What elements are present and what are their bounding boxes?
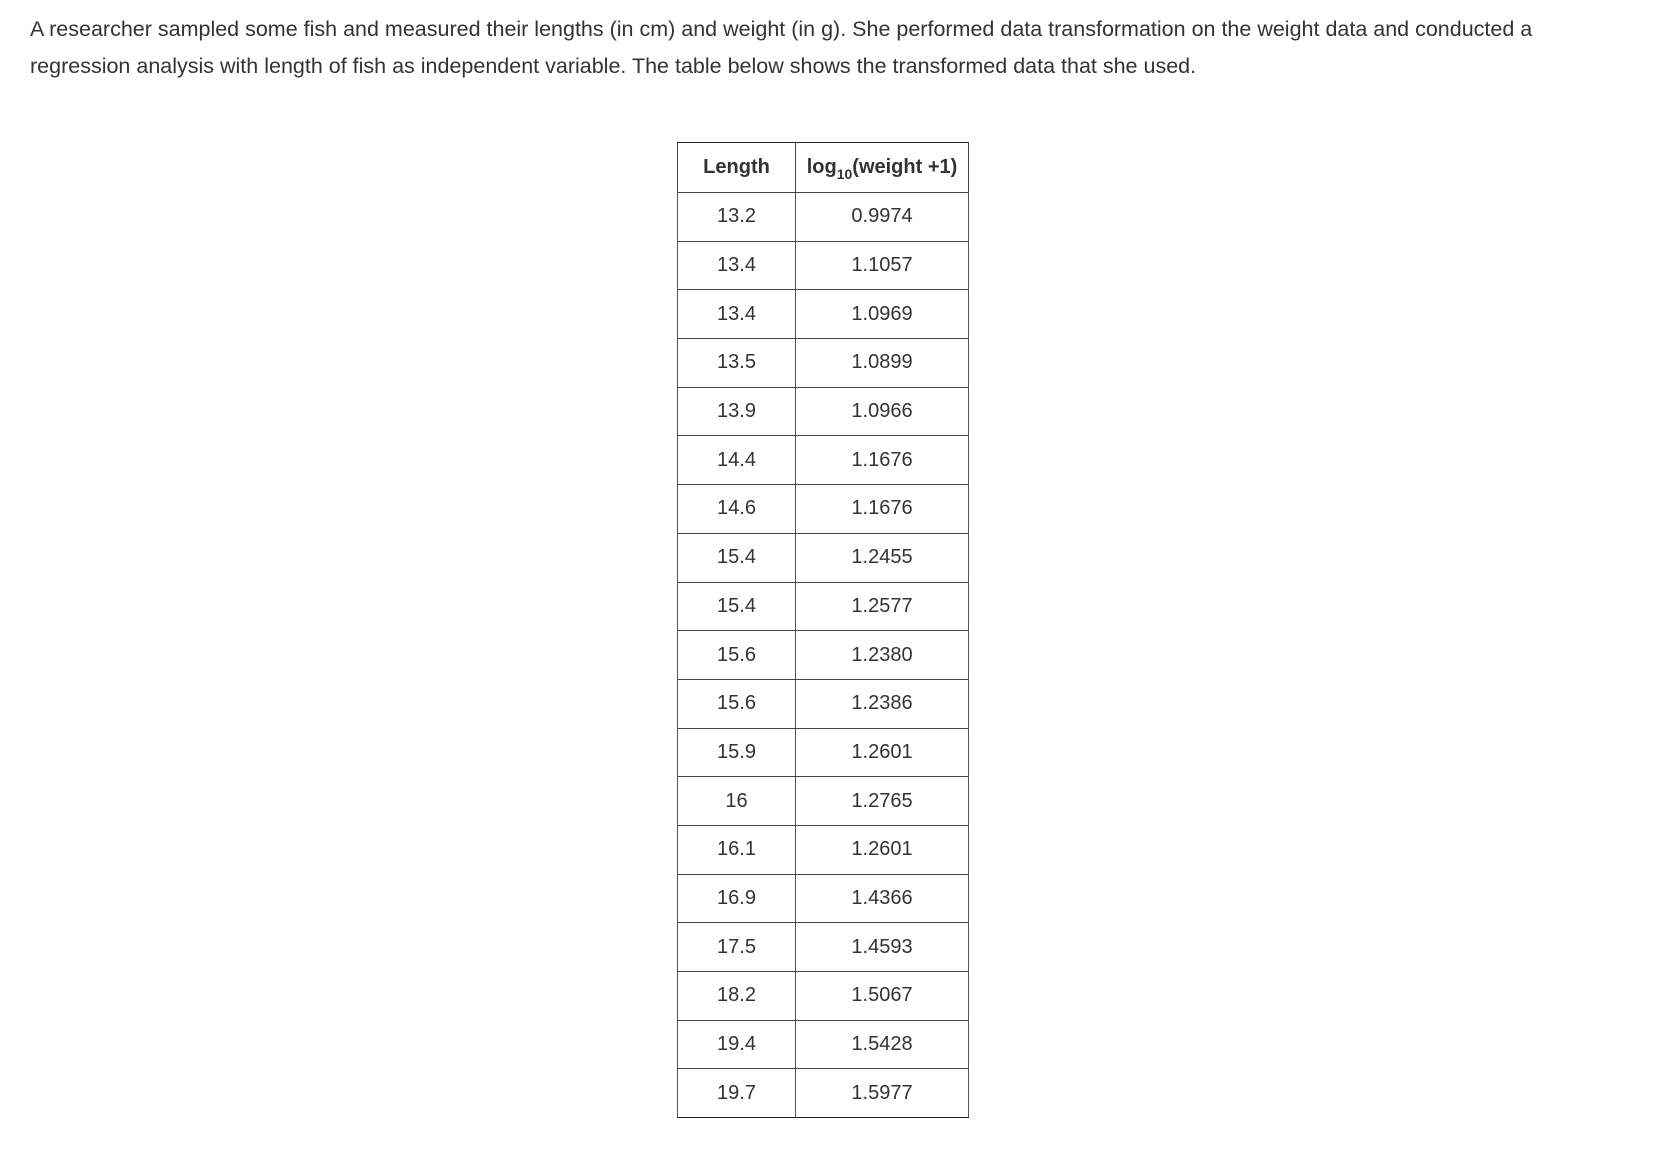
table-row [678, 582, 969, 631]
table-row [678, 290, 969, 339]
header-log-subscript: 10 [836, 166, 853, 182]
table-row [678, 923, 969, 972]
cell-length: 13.4 [678, 290, 796, 339]
cell-log-weight: 1.2455 [796, 533, 969, 582]
cell-length: 17.5 [678, 923, 796, 972]
cell-length: 13.9 [678, 387, 796, 436]
cell-log-weight: 1.2386 [796, 679, 969, 728]
cell-log-weight: 1.1676 [796, 485, 969, 534]
cell-length: 18.2 [678, 972, 796, 1021]
cell-log-weight: 1.5977 [796, 1069, 969, 1118]
cell-length: 15.4 [678, 533, 796, 582]
header-length: Length [678, 143, 796, 193]
header-log-prefix: log [806, 156, 837, 178]
cell-length: 14.4 [678, 436, 796, 485]
cell-length: 15.6 [678, 679, 796, 728]
cell-length: 19.7 [678, 1069, 796, 1118]
header-log-suffix: (weight +1) [852, 156, 958, 178]
cell-log-weight: 1.0969 [796, 290, 969, 339]
table-row [678, 1020, 969, 1069]
cell-log-weight: 1.5067 [796, 972, 969, 1021]
cell-log-weight: 1.2765 [796, 777, 969, 826]
table-row [678, 339, 969, 388]
cell-length: 19.4 [678, 1020, 796, 1069]
table-row [678, 825, 969, 874]
table-row [678, 436, 969, 485]
problem-statement: A researcher sampled some fish and measured their lengths (in cm) and weight (in g). She performed data transformation on the weight data and conducted a regression analysis with length of fish as independent variable. The table below shows the transformed data that she used. [30, 17, 1533, 78]
cell-log-weight: 1.4366 [796, 874, 969, 923]
cell-length: 15.6 [678, 631, 796, 680]
cell-length: 15.4 [678, 582, 796, 631]
cell-log-weight: 1.5428 [796, 1020, 969, 1069]
table-row [678, 387, 969, 436]
table-body [678, 193, 969, 1118]
table-row [678, 193, 969, 242]
cell-log-weight: 1.1057 [796, 241, 969, 290]
table-row [678, 728, 969, 777]
table-row [678, 533, 969, 582]
cell-log-weight: 1.4593 [796, 923, 969, 972]
cell-length: 16 [678, 777, 796, 826]
cell-length: 14.6 [678, 485, 796, 534]
table-row [678, 679, 969, 728]
cell-length: 13.5 [678, 339, 796, 388]
table-row [678, 874, 969, 923]
cell-length: 16.9 [678, 874, 796, 923]
cell-length: 13.4 [678, 241, 796, 290]
cell-log-weight: 1.2577 [796, 582, 969, 631]
table-row [678, 631, 969, 680]
header-log-weight [796, 143, 969, 193]
data-table [677, 142, 969, 1118]
cell-log-weight: 1.2601 [796, 728, 969, 777]
cell-length: 15.9 [678, 728, 796, 777]
table-row [678, 485, 969, 534]
table-row [678, 777, 969, 826]
cell-log-weight: 1.2601 [796, 825, 969, 874]
data-table-container [677, 142, 969, 1118]
cell-log-weight: 1.1676 [796, 436, 969, 485]
table-row [678, 241, 969, 290]
table-row [678, 1069, 969, 1118]
cell-log-weight: 1.2380 [796, 631, 969, 680]
cell-length: 16.1 [678, 825, 796, 874]
cell-log-weight: 0.9974 [796, 193, 969, 242]
table-header-row [678, 143, 969, 193]
table-row [678, 972, 969, 1021]
cell-log-weight: 1.0966 [796, 387, 969, 436]
cell-log-weight: 1.0899 [796, 339, 969, 388]
cell-length: 13.2 [678, 193, 796, 242]
